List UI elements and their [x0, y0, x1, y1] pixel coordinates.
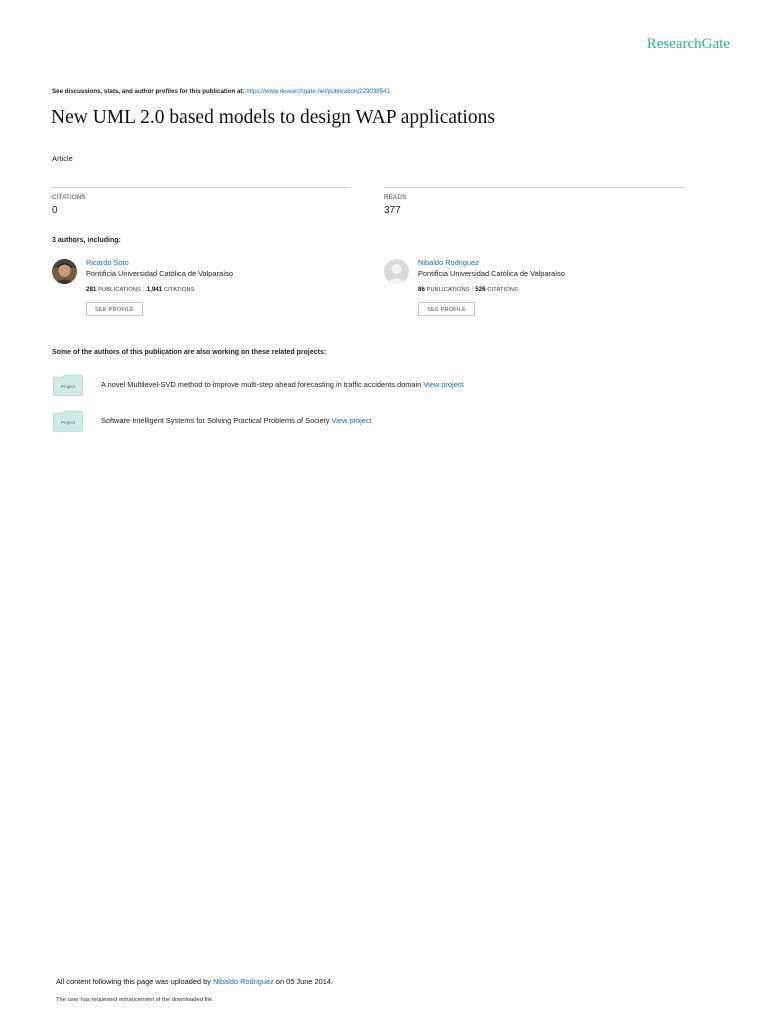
reads-divider	[384, 187, 684, 188]
author-stats	[418, 286, 518, 293]
project-title: A novel Multilevel-SVD method to improve multi-step ahead forecasting in traffic accidents domain	[101, 380, 422, 389]
citations-count: 1,941	[146, 286, 163, 293]
project-item	[53, 374, 693, 400]
uploader-link[interactable]: Nibaldo Rodriguez	[212, 977, 274, 986]
see-profile-button[interactable]: SEE PROFILE	[418, 302, 475, 316]
publications-label: PUBLICATIONS	[426, 287, 470, 293]
reads-label: READS	[384, 194, 407, 201]
author-name-link[interactable]: Ricardo Soto	[86, 258, 129, 267]
author-stats	[86, 286, 195, 293]
publication-title: New UML 2.0 based models to design WAP applications	[51, 107, 495, 128]
project-folder-icon[interactable]	[53, 410, 83, 432]
researchgate-logo[interactable]: ResearchGate	[646, 36, 730, 52]
stats-separator: |	[471, 286, 474, 293]
author-institution: Pontificia Universidad Católica de Valparaíso	[86, 269, 233, 278]
enhancement-note: The user has requested enhancement of the downloaded file.	[56, 997, 214, 1003]
author-card	[384, 259, 684, 329]
upload-note	[56, 977, 333, 986]
view-project-link[interactable]: View project	[423, 380, 464, 389]
stats-separator: |	[143, 286, 145, 293]
author-name-link[interactable]: Nibaldo Rodriguez	[418, 258, 479, 267]
publication-url-link[interactable]: https://www.researchgate.net/publication/229038541	[246, 88, 391, 95]
citations-divider	[52, 187, 350, 188]
discussion-line	[52, 88, 390, 95]
citations-label: CITATIONS	[163, 287, 195, 293]
upload-suffix: on 05 June 2014.	[275, 977, 333, 986]
see-profile-button[interactable]: SEE PROFILE	[86, 302, 143, 316]
publications-label: PUBLICATIONS	[98, 287, 142, 293]
upload-prefix: All content following this page was uploaded by	[56, 977, 211, 986]
avatar[interactable]	[384, 259, 409, 284]
related-projects-heading: Some of the authors of this publication are also working on these related projects:	[52, 349, 327, 356]
project-title: Software Intelligent Systems for Solving Practical Problems of Society	[101, 416, 330, 425]
project-text	[101, 380, 463, 389]
publications-count: 86	[418, 286, 425, 293]
project-icon-label: Project	[60, 384, 76, 389]
discussion-label: See discussions, stats, and author profiles for this publication at:	[52, 88, 245, 95]
citations-value: 0	[52, 205, 58, 216]
citations-label: CITATIONS	[52, 194, 86, 201]
avatar[interactable]	[52, 259, 77, 284]
reads-value: 377	[384, 205, 401, 216]
citations-count: 526	[475, 286, 486, 293]
project-icon-label: Project	[60, 420, 76, 425]
citations-label: CITATIONS	[487, 287, 519, 293]
project-item	[53, 410, 693, 436]
author-institution: Pontificia Universidad Católica de Valparaíso	[418, 269, 565, 278]
authors-heading: 3 authors, including:	[52, 237, 121, 244]
project-text	[101, 416, 372, 425]
view-project-link[interactable]: View project	[331, 416, 372, 425]
project-folder-icon[interactable]	[53, 374, 83, 396]
publication-type: Article	[52, 154, 73, 163]
publications-count: 281	[86, 286, 97, 293]
author-card	[52, 259, 352, 329]
